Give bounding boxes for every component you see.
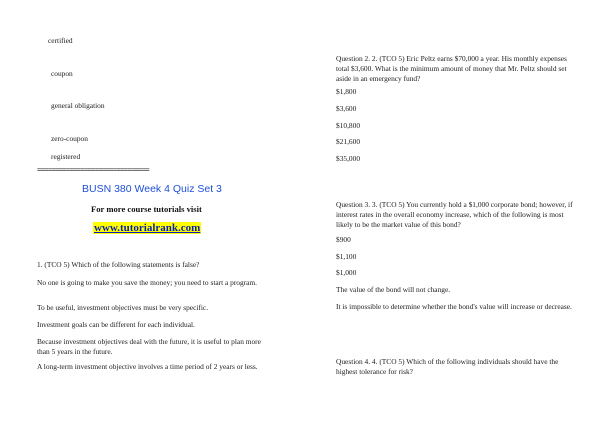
separator-line: =============================== [37, 166, 150, 174]
question-1-option-3: Investment goals can be different for each individual. [37, 320, 195, 329]
answer-option-coupon: coupon [51, 69, 73, 78]
question-2-option-4: $21,600 [336, 137, 361, 146]
question-2-option-5: $35,000 [336, 154, 361, 163]
question-1-text: 1. (TCO 5) Which of the following statements is false? [37, 260, 200, 269]
question-1-option-5: A long-term investment objective involves a time period of 2 years or less. [37, 362, 258, 371]
question-2-text: Question 2. 2. (TCO 5) Eric Peltz earns $70,000 a year. His monthly expenses total $3,600. What is the minimum amount of money that Mr. Peltz should set aside in an emergency fund? [336, 54, 567, 83]
question-2-option-3: $10,800 [336, 121, 361, 130]
question-3-option-4: The value of the bond will not change. [336, 285, 451, 294]
answer-option-general-obligation: general obligation [51, 101, 105, 110]
answer-option-registered: registered [51, 152, 81, 161]
quiz-title: BUSN 380 Week 4 Quiz Set 3 [82, 183, 222, 195]
question-3-text: Question 3. 3. (TCO 5) You currently hold a $1,000 corporate bond; however, if interest rates in the overall economy increase, which of the following is most likely to be the market value of this bond? [336, 200, 573, 229]
question-3-option-3: $1,000 [336, 268, 357, 277]
question-3-option-1: $900 [336, 235, 351, 244]
question-1-option-2: To be useful, investment objectives must be very specific. [37, 303, 209, 312]
question-1-option-1: No one is going to make you save the money; you need to start a program. [37, 278, 258, 287]
site-link[interactable]: www.tutorialrank.com [94, 222, 201, 234]
question-4-text: Question 4. 4. (TCO 5) Which of the following individuals should have the highest tolerance for risk? [336, 357, 559, 376]
question-3-option-2: $1,100 [336, 252, 357, 261]
tutorials-text: For more course tutorials visit [91, 204, 202, 214]
question-2-option-1: $1,800 [336, 87, 357, 96]
answer-option-zero-coupon: zero-coupon [51, 134, 88, 143]
question-3-option-5: It is impossible to determine whether the bond's value will increase or decrease. [336, 302, 572, 311]
question-2-option-2: $3,600 [336, 104, 357, 113]
answer-option-certified: certified [48, 36, 73, 45]
question-1-option-4: Because investment objectives deal with the future, it is useful to plan more than 5 years in the future. [37, 337, 261, 356]
